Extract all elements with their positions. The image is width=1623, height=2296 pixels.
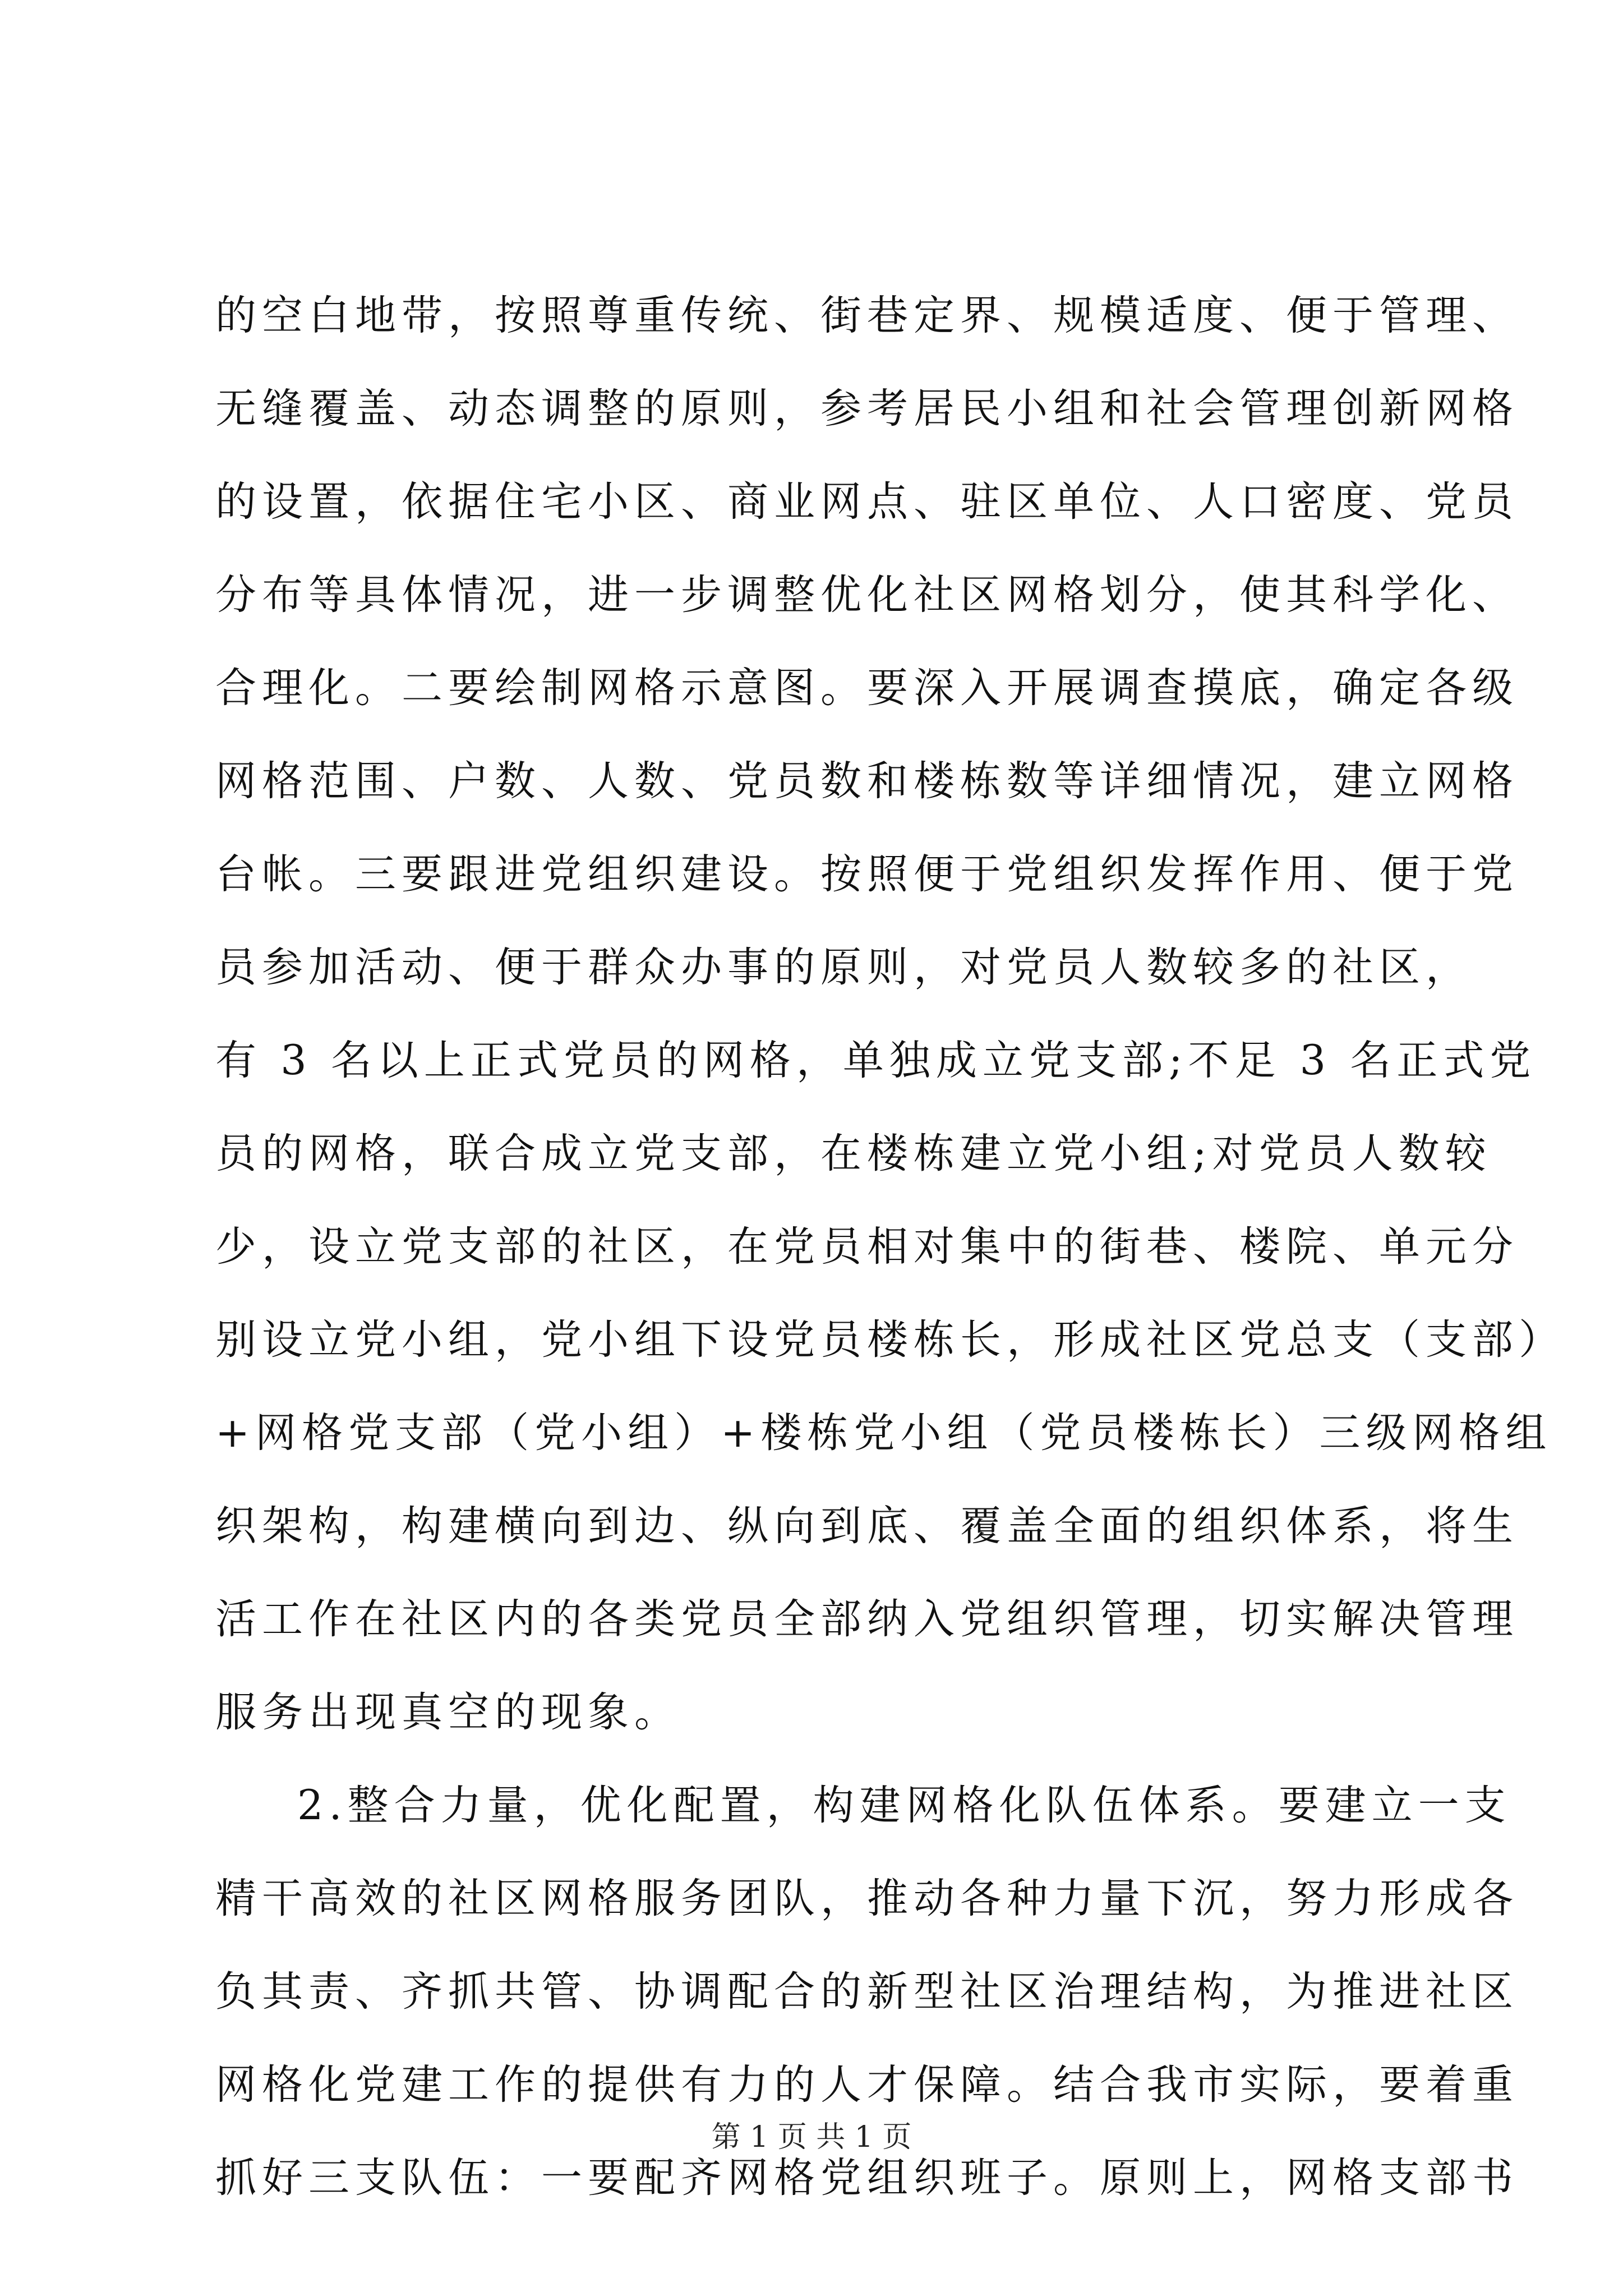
text-line: 的空白地带，按照尊重传统、街巷定界、规模适度、便于管理、 <box>215 292 1519 339</box>
text-line: 活工作在社区内的各类党员全部纳入党组织管理，切实解决管理 <box>215 1595 1519 1643</box>
text-line: 员参加活动、便于群众办事的原则，对党员人数较多的社区， <box>215 944 1472 991</box>
page-footer: 第 1 页 共 1 页 <box>711 2120 912 2154</box>
text-line: 网格化党建工作的提供有力的人才保障。结合我市实际，要着重 <box>215 2061 1519 2109</box>
text-line: 抓好三支队伍：一要配齐网格党组织班子。原则上，网格支部书 <box>215 2154 1519 2202</box>
text-line: 的设置，依据住宅小区、商业网点、驻区单位、人口密度、党员 <box>215 478 1519 526</box>
text-line: 少，设立党支部的社区，在党员相对集中的街巷、楼院、单元分 <box>215 1223 1519 1271</box>
text-line: 织架构，构建横向到边、纵向到底、覆盖全面的组织体系，将生 <box>215 1502 1519 1550</box>
text-line: 员的网格，联合成立党支部，在楼栋建立党小组;对党员人数较 <box>215 1130 1492 1177</box>
text-line: 分布等具体情况，进一步调整优化社区网格划分，使其科学化、 <box>215 571 1519 619</box>
text-line: 无缝覆盖、动态调整的原则，参考居民小组和社会管理创新网格 <box>215 385 1519 432</box>
text-line: 服务出现真空的现象。 <box>215 1688 681 1736</box>
text-line: 负其责、齐抓共管、协调配合的新型社区治理结构，为推进社区 <box>215 1968 1519 2016</box>
text-line: 精干高效的社区网格服务团队，推动各种力量下沉，努力形成各 <box>215 1875 1519 1922</box>
text-line: 合理化。二要绘制网格示意图。要深入开展调查摸底，确定各级 <box>215 664 1519 712</box>
paragraph-start-line: 2.整合力量，优化配置，构建网格化队伍体系。要建立一支 <box>297 1782 1511 1829</box>
text-line: +网格党支部（党小组）+楼栋党小组（党员楼栋长）三级网格组 <box>215 1409 1552 1457</box>
text-line: 别设立党小组，党小组下设党员楼栋长，形成社区党总支（支部） <box>215 1316 1565 1364</box>
text-line: 台帐。三要跟进党组织建设。按照便于党组织发挥作用、便于党 <box>215 850 1519 898</box>
text-line: 网格范围、户数、人数、党员数和楼栋数等详细情况，建立网格 <box>215 757 1519 805</box>
document-body <box>215 269 1565 2225</box>
text-line: 有 3 名以上正式党员的网格，单独成立党支部;不足 3 名正式党 <box>215 1037 1537 1084</box>
